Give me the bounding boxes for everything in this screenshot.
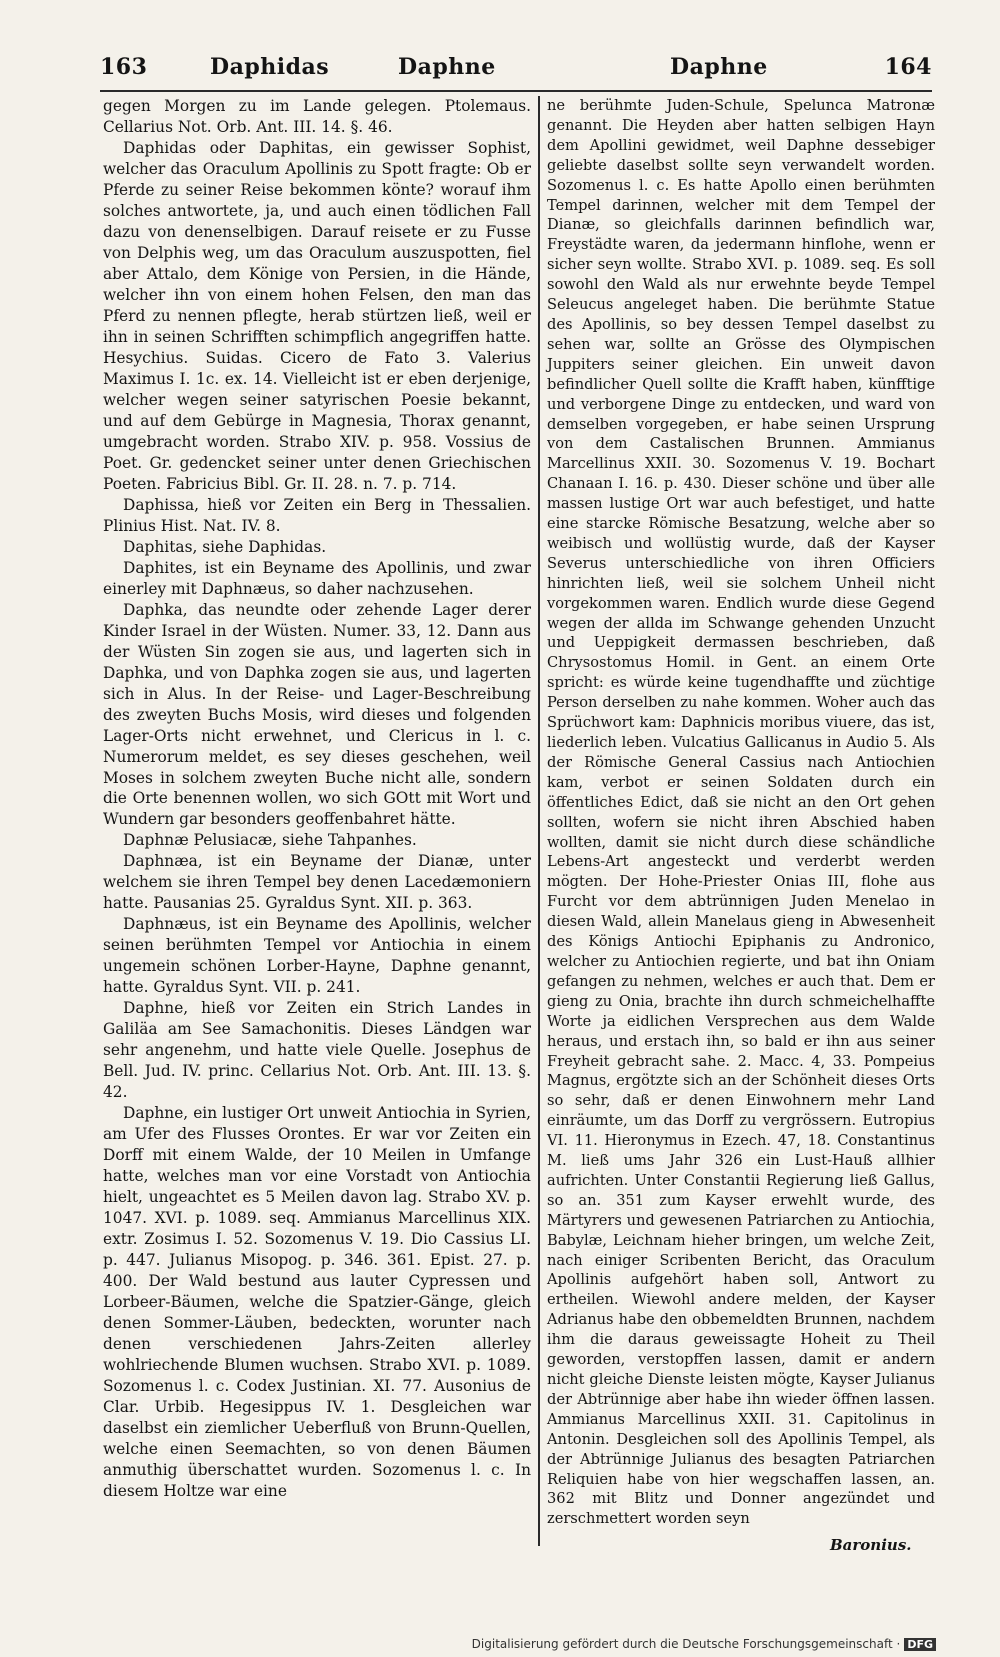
header-rule [100, 90, 932, 92]
right-column [547, 96, 935, 1529]
entry-daphissa: Daphissa, hieß vor Zeiten ein Berg in Thessalien. Plinius Hist. Nat. IV. 8. [103, 495, 531, 535]
entry-daphne-galilaea: Daphne, hieß vor Zeiten ein Strich Landes in Galiläa am See Samachonitis. Dieses Ländgen war sehr angenehm, und hatte viele Quelle. Josephus de Bell. Jud. IV. princ. Cellarius Not. Orb. Ant. III. 13. §. 42. [103, 999, 531, 1102]
running-head-first: Daphidas [210, 54, 330, 80]
entry-daphites: Daphites, ist ein Beyname des Apollinis, und zwar einerley mit Daphnæus, so daher nachzusehen. [103, 558, 531, 598]
entry-daphnae-pelusiacae: Daphnæ Pelusiacæ, siehe Tahpanhes. [123, 831, 417, 850]
running-head-third: Daphne [670, 54, 768, 80]
entry-daphnaeus: Daphnæus, ist ein Beyname des Apollinis, welcher seinen berühmten Tempel vor Antiochia in einem ungemein schönen Lorber-Hayne, Daphne genannt, hatte. Gyraldus Synt. VII. p. 241. [103, 915, 531, 997]
entry-daphidas: Daphidas oder Daphitas, ein gewisser Sophist, welcher das Oraculum Apollinis zu Spott fragte: Ob er Pferde zu seiner Reise bekommen könte? worauf ihm solches antwortete, ja, und auch einen tödlichen Fall dazu von denenselbigen. Darauf reisete er zu Fusse von Delphis weg, um das Oraculum auszuspotten, fiel aber Attalo, dem Könige von Persien, in die Hände, welcher ihn von einem hohen Felsen, den man das Pferd zu nennen pflegte, herab stürtzen ließ, weil er ihn in seinen Schrifften schimpflich angegriffen hatte. Hesychius. Suidas. Cicero de Fato 3. Valerius Maximus I. 1c. ex. 14. Vielleicht ist er eben derjenige, welcher wegen seiner satyrischen Poesie bekannt, und auf dem Gebürge in Magnesia, Thorax genannt, umgebracht worden. Strabo XIV. p. 958. Vossius de Poet. Gr. gedencket seiner unter denen Griechischen Poeten. Fabricius Bibl. Gr. II. 28. n. 7. p. 714. [103, 138, 531, 493]
page-number-right: 164 [884, 54, 932, 80]
footer-text: Digitalisierung gefördert durch die Deutsche Forschungsgemeinschaft · [471, 1637, 901, 1651]
entry-daphne-continued: ne berühmte Juden-Schule, Spelunca Matronæ genannt. Die Heyden aber hatten selbigen Hayn dem Apollini gewidmet, weil Daphne dessebiger geliebte daselbst sollte seyn verwandelt worden. Sozomenus l. c. Es hatte Apollo einen berühmten Tempel darinnen, welcher mit dem Tempel der Dianæ, so gleichfalls darinnen befindlich war, Freystädte waren, da jedermann hinflohe, wenn er sicher seyn wollte. Strabo XVI. p. 1089. seq. Es soll sowohl den Wald als nur erwehnte beyde Tempel Seleucus angeleget haben. Die berühmte Statue des Apollinis, so bey dessen Tempel daselbst zu sehen war, sollte an Grösse des Olympischen Juppiters seiner gleichen. Ein unweit davon befindlicher Quell sollte die Krafft haben, künfftige und verborgene Dinge zu entdecken, und ward von demselben vorgegeben, er habe seinen Ursprung von dem Castalischen Brunnen. Ammianus Marcellinus XXII. 30. Sozomenus V. 19. Bochart Chanaan I. 16. p. 430. Dieser schöne und über alle massen lustige Ort war auch befestiget, und hatte eine starcke Römische Besatzung, welche aber so weibisch und wollüstig wurde, daß der Kayser Severus unterschiedliche von ihren Officiers hinrichten ließ, weil sie solchem Unheil nicht vorgekommen waren. Endlich wurde diese Gegend wegen der allda im Schwange gehenden Unzucht und Ueppigkeit dermassen beschrieben, daß Chrysostomus Homil. in Gent. an einem Orte spricht: es würde keine tugendhaffte und züchtige Person derselben zu nahe kommen. Woher auch das Sprüchwort kam: Daphnicis moribus viuere, das ist, liederlich leben. Vulcatius Gallicanus in Audio 5. Als der Römische General Cassius nach Antiochien kam, verbot er seinen Soldaten durch ein öffentliches Edict, daß sie nicht an den Ort gehen sollten, wofern sie nicht ihren Abschied haben wollten, damit sie nicht durch diese schändliche Lebens-Art angesteckt und verderbt werden mögten. Der Hohe-Priester Onias III, flohe aus Furcht vor dem abtrünnigen Juden Menelao in diesen Wald, allein Manelaus gieng in Abwesenheit des Königs Antiochi Epiphanis zu Andronico, welcher zu Antiochien regierte, und bat ihn Oniam gefangen zu nehmen, welches er auch that. Dem er gieng zu Onia, brachte ihn durch schmeichelhaffte Worte ja eidlichen Versprechen aus dem Walde heraus, und erstach ihn, so bald er ihn aus seiner Freyheit gebracht sahe. 2. Macc. 4, 33. Pompeius Magnus, ergötzte sich an der Schönheit dieses Orts so sehr, daß er denen Einwohnern mehr Land einräumte, um das Dorff zu vergrössern. Eutropius VI. 11. Hieronymus in Ezech. 47, 18. Constantinus M. ließ ums Jahr 326 ein Lust-Hauß allhier aufrichten. Unter Constantii Regierung ließ Gallus, so an. 351 zum Kayser erwehlt wurde, des Märtyrers und gewesenen Patriarchen zu Antiochia, Babylæ, Leichnam hieher bringen, um welche Zeit, nach einiger Scribenten Bericht, das Oraculum Apollinis aufgehört haben soll, Antwort zu ertheilen. Wiewohl andere melden, der Kayser Adrianus habe den obbemeldten Brunnen, nachdem ihm die daraus geweissagte Hoheit zu Theil geworden, verstopffen lassen, damit er andern nicht gleiche Dienste leisten mögte, Kayser Julianus der Abtrünnige aber habe ihn wieder öffnen lassen. Ammianus Marcellinus XXII. 31. Capitolinus in Antonin. Desgleichen soll des Apollinis Tempel, als der Abtrünnige Julianus des besagten Patriarchen Reliquien habe von hier wegschaffen lassen, an. 362 mit Blitz und Donner angezündet und zerschmettert worden seyn [547, 97, 935, 1528]
page-header [100, 54, 932, 86]
page-number-left: 163 [100, 54, 148, 80]
catchword: Baronius. [830, 1536, 912, 1554]
running-head-second: Daphne [398, 54, 496, 80]
entry-daphka: Daphka, das neundte oder zehende Lager derer Kinder Israel in der Wüsten. Numer. 33, 12. Dann aus der Wüsten Sin zogen sie aus, und lagerten sich in Daphka, und von Daphka zogen sie aus, und lagerten sich in Alus. In der Reise- und Lager-Beschreibung des zweyten Buchs Mosis, wird dieses und folgenden Lager-Orts nicht erwehnet, und Clericus in l. c. Numerorum meldet, es sey dieses geschehen, weil Moses in solchem zweyten Buche nicht alle, sondern die Orte benennen wollen, wo sich GOtt mit Wort und Wundern gar besonders geoffenbahret hätte. [103, 600, 531, 829]
entry-continuation: gegen Morgen zu im Lande gelegen. Ptolemaus. Cellarius Not. Orb. Ant. III. 14. §. 46. [103, 97, 531, 136]
digitization-footer [472, 1637, 936, 1651]
entry-daphitas: Daphitas, siehe Daphidas. [123, 537, 327, 556]
entry-daphne-antiochia: Daphne, ein lustiger Ort unweit Antiochia in Syrien, am Ufer des Flusses Orontes. Er war vor Zeiten ein Dorff mit einem Walde, der 10 Meilen in Umfange hatte, welches man vor eine Vorstadt von Antiochia hielt, ungeachtet es 5 Meilen davon lag. Strabo XV. p. 1047. XVI. p. 1089. seq. Ammianus Marcellinus XIX. extr. Zosimus I. 52. Sozomenus V. 19. Dio Cassius LI. p. 447. Julianus Misopog. p. 346. 361. Epist. 27. p. 400. Der Wald bestund aus lauter Cypressen und Lorbeer-Bäumen, welche die Spatzier-Gänge, gleich denen Sommer-Läuben, bedeckten, worunter nach denen verschiedenen Jahrs-Zeiten allerley wohlriechende Blumen wuchsen. Strabo XVI. p. 1089. Sozomenus l. c. Codex Justinian. XI. 77. Ausonius de Clar. Urbib. Hegesippus IV. 1. Desgleichen war daselbst ein ziemlicher Ueberfluß von Brunn-Quellen, welche einen Seemachten, so von denen Bäumen anmuthig überschattet wurden. Sozomenus l. c. In diesem Holtze war eine [103, 1104, 531, 1500]
entry-daphnaea: Daphnæa, ist ein Beyname der Dianæ, unter welchem sie ihren Tempel bey denen Lacedæmoniern hatte. Pausanias 25. Gyraldus Synt. XII. p. 363. [103, 852, 531, 913]
dfg-logo: DFG [904, 1638, 936, 1651]
left-column [103, 96, 531, 1502]
column-divider [538, 96, 540, 1546]
